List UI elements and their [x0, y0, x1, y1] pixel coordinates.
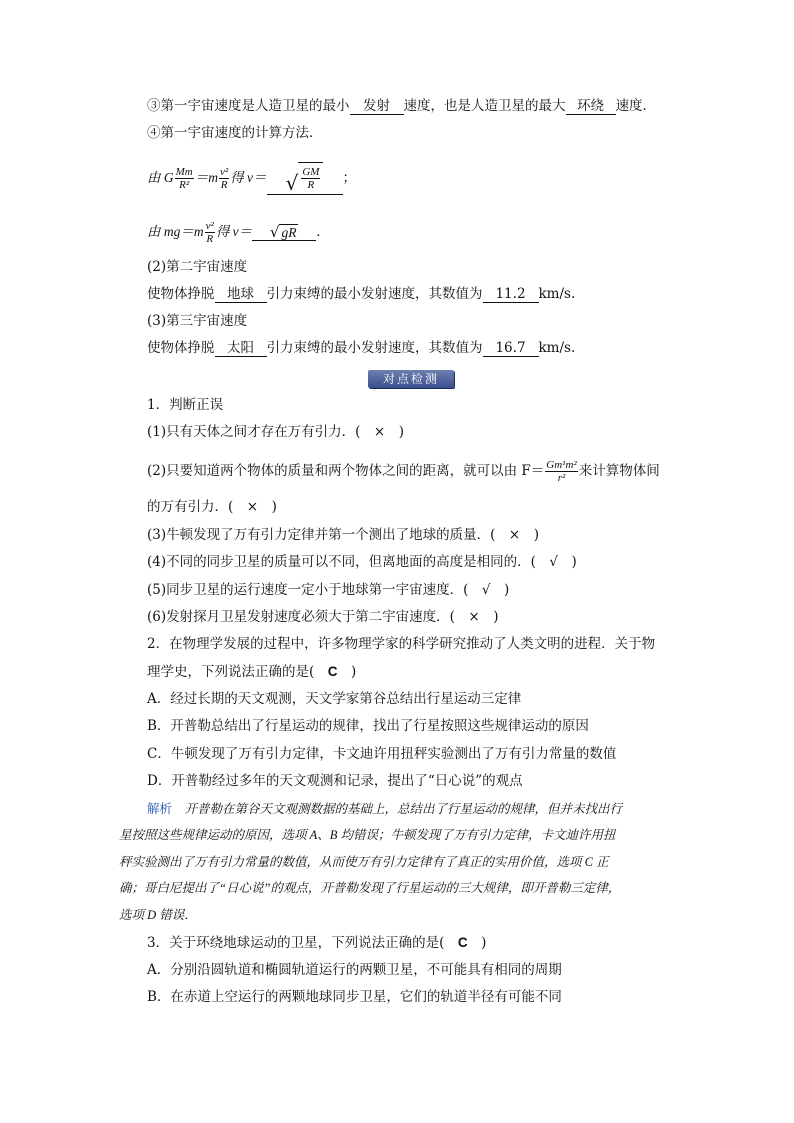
- blank-answer: 11.2: [483, 287, 539, 303]
- q2-analysis-4: 确；哥白尼提出了“日心说”的观点，开普勒发现了行星运动的三大规律，即开普勒三定律，: [119, 881, 621, 895]
- q2-option-b: B．开普勒总结出了行星运动的规律，找出了行星按照这些规律运动的原因: [147, 718, 589, 734]
- q2-stem-1: 2．在物理学发展的过程中，许多物理学家的科学研究推动了人类文明的进程．关于物: [147, 636, 656, 652]
- q2-option-a: A．经过长期的天文观测，天文学家第谷总结出行星运动三定律: [147, 691, 522, 707]
- answer-letter: C: [327, 664, 338, 679]
- q3-option-b: B．在赤道上空运行的两颗地球同步卫星，它们的轨道半径有可能不同: [147, 989, 562, 1005]
- text: 使物体挣脱: [147, 286, 215, 302]
- fraction: [205, 220, 215, 245]
- denominator: R: [307, 178, 315, 191]
- text-line-4: ④第一宇宙速度的计算方法．: [147, 125, 323, 141]
- q2-option-c: C．牛顿发现了万有引力定律，卡文迪许用扭秤实验测出了万有引力常量的数值: [147, 746, 617, 762]
- formula-text: ；: [342, 170, 357, 186]
- numerator: Mm: [175, 165, 193, 178]
- text: 引力束缚的最小发射速度，其数值为: [266, 340, 483, 356]
- formula-text: 由 G: [147, 170, 174, 185]
- q2-stem-2: [147, 663, 356, 681]
- text: ): [467, 935, 487, 951]
- text: (2)只要知道两个物体的质量和两个物体之间的距离，就可以由 F＝: [147, 463, 545, 479]
- text: 速度，也是人造卫星的最大: [403, 98, 566, 114]
- text: 使物体挣脱: [147, 340, 215, 356]
- blank-answer: 太阳: [215, 341, 267, 357]
- text: km/s.: [538, 286, 576, 302]
- answer-letter: C: [457, 935, 468, 950]
- q1-item-2: [147, 456, 660, 486]
- q1-item-3: (3)牛顿发现了万有引力定律并第一个测出了地球的质量．( × ): [147, 527, 539, 543]
- blank-answer: 发射: [350, 99, 404, 115]
- radicand: gR: [281, 224, 297, 240]
- numerator: v²: [219, 165, 229, 178]
- section-second-cosmic: (2)第二宇宙速度: [147, 259, 248, 275]
- q1-item-4: (4)不同的同步卫星的质量可以不同，但离地面的高度是相同的．( √ ): [147, 554, 577, 570]
- q3-stem: [147, 934, 486, 952]
- numerator: GM: [302, 165, 320, 178]
- denominator: R²: [179, 178, 190, 191]
- denominator: R: [206, 232, 214, 245]
- q2-analysis-2: 星按照这些规律运动的原因，选项 A、B 均错误；牛顿发现了万有引力定律，卡文迪许用扭: [119, 828, 616, 842]
- text-line-second: [147, 285, 575, 303]
- formula-text: 由 mg＝m: [147, 224, 204, 239]
- blank-answer: [252, 224, 316, 241]
- q2-analysis-1: [147, 800, 622, 818]
- text: 开普勒在第谷天文观测数据的基础上，总结出了行星运动的规律，但并未找出行: [172, 802, 623, 816]
- blank-answer: 环绕: [566, 99, 616, 115]
- fraction: [301, 166, 320, 191]
- text: 3．关于环绕地球运动的卫星，下列说法正确的是(: [147, 935, 458, 951]
- text: 引力束缚的最小发射速度，其数值为: [266, 286, 483, 302]
- q2-option-d: D．开普勒经过多年的天文观测和记录，提出了“日心说”的观点: [147, 773, 523, 789]
- sqrt-symbol: √ $\frac{GM}{R}$: [286, 162, 324, 193]
- q1-item-1: (1)只有天体之间才存在万有引力．( × ): [147, 424, 404, 440]
- text: ③第一宇宙速度是人造卫星的最小: [147, 98, 350, 114]
- q1-item-6: (6)发射探月卫星发射速度必须大于第二宇宙速度．( × ): [147, 609, 499, 625]
- denominator: r²: [557, 471, 566, 484]
- q1-title: 1．判断正误: [147, 397, 224, 413]
- numerator: v²: [205, 219, 214, 232]
- blank-answer: 16.7: [483, 341, 539, 357]
- formula-first-cosmic-1: [147, 160, 356, 196]
- formula-text: 得 v＝: [215, 224, 253, 239]
- section-third-cosmic: (3)第三宇宙速度: [147, 313, 248, 329]
- formula-text: ．: [316, 224, 330, 240]
- section-badge: 对点检测: [368, 370, 454, 388]
- fraction: [219, 166, 229, 191]
- q3-option-a: A．分别沿圆轨道和椭圆轨道运行的两颗卫星，不可能具有相同的周期: [147, 962, 562, 978]
- blank-answer: 地球: [215, 287, 267, 303]
- formula-text: 得 v＝: [230, 170, 267, 185]
- q2-analysis-5: 选项 D 错误．: [119, 908, 197, 922]
- analysis-label: 解析: [147, 801, 173, 816]
- q1-item-5: (5)同步卫星的运行速度一定小于地球第一宇宙速度．( √ ): [147, 582, 510, 598]
- fraction: [545, 459, 577, 484]
- numerator: Gm¹m²: [546, 458, 577, 471]
- text-line-3: [147, 97, 656, 115]
- blank-answer: [267, 162, 343, 195]
- q2-analysis-3: 秤实验测出了万有引力常量的数值，从而使万有引力定律有了真正的实用价值，选项 C 正: [119, 855, 609, 869]
- text: 速度．: [615, 98, 656, 114]
- q1-item-2-cont: 的万有引力．( × ): [147, 499, 277, 515]
- text: ): [337, 664, 357, 680]
- formula-text: ＝m: [194, 170, 218, 185]
- denominator: R: [220, 178, 228, 191]
- text: 来计算物体间: [578, 463, 660, 479]
- text: 理学史，下列说法正确的是(: [147, 664, 328, 680]
- fraction: [175, 166, 194, 191]
- sqrt-symbol: √ gR: [269, 222, 297, 241]
- text: km/s.: [538, 340, 576, 356]
- text-line-third: [147, 339, 575, 357]
- formula-first-cosmic-2: [147, 215, 330, 249]
